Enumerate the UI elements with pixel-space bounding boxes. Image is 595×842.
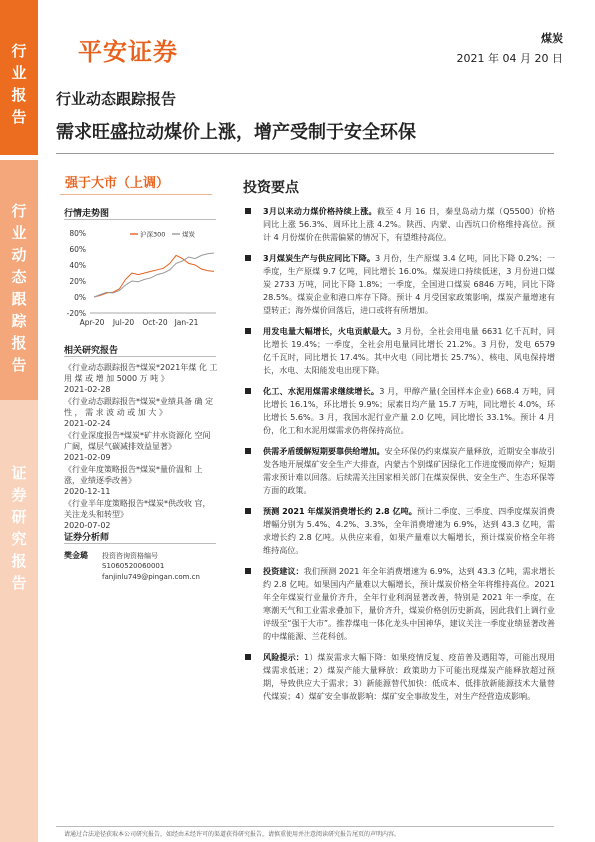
investment-bullet	[243, 325, 555, 377]
market-trend-chart	[60, 225, 220, 337]
legend-label: 煤炭	[182, 230, 195, 239]
bullet-heading: 预测 2021 年煤炭消费增长约 2.8 亿吨。	[263, 506, 417, 516]
analyst-role: 投资咨询资格编号	[102, 552, 158, 560]
investment-bullet	[243, 252, 555, 317]
report-type: 行业动态跟踪报告	[56, 90, 177, 108]
bullet-heading: 3月以来动力煤价格持续上涨。	[263, 206, 377, 216]
series-line	[94, 253, 214, 297]
bullet-text: 3 月份，全社会用电量 6631 亿千瓦时，同比增长 19.4%；一季度，全社会用电量同比增长 21.2%。3 月份，发电 6579 亿千瓦时，同比增长 17.4%。其中火电（同比增长 25.7%）、核电、风电保持增长，水电、太阳能发电出现下降。	[263, 326, 555, 375]
bullet-heading: 3月煤炭生产与供应同比下降。	[263, 253, 376, 263]
report-date: 2021 年 04 月 20 日	[456, 52, 563, 65]
bullet-text: 我们预测 2021 年全年消费增速为 6.9%，达到 43.3 亿吨，需求增长约 2.8 亿吨。如果国内产量难以大幅增长，预计煤炭价格全年将维持高位。2021 年全年煤炭行业量价齐升，全年行业利润显著改善，特别是 2021 年一季度，在寒潮天气和工业需求叠加下，量价齐升，煤炭价格创历史新高，因此我们上调行业评级至“强于大市”。推荐煤电一体化龙头中国神华，建议关注一季度业绩显著改善的中煤能源、兰花科创。	[263, 566, 555, 641]
related-divider	[64, 356, 216, 357]
related-report-title: 《行业动态跟踪报告*煤炭*业绩具备 确 定 性 ， 需 求 波 动 或 加 大 》	[64, 397, 214, 417]
related-report-date: 2021-02-09	[64, 453, 111, 462]
y-tick-label: 40%	[69, 261, 86, 270]
sidebar-top-label: 行 业 报 告	[11, 42, 27, 126]
bullet-square-icon	[245, 508, 251, 514]
bullet-text: 预计二季度、三季度、四季度煤炭消费增幅分别为 5.4%、4.2%、3.3%，全年消费增速为 6.9%，达到 43.3 亿吨，需求增长约 2.8 亿吨。从供应来看，如果产量难以大幅增长，预计煤炭价格全年将维持高位。	[263, 506, 555, 555]
related-report-date: 2020-07-02	[64, 521, 111, 530]
related-report-title: 《行业年度策略报告*煤炭*量价温和 上涨，业绩逐季改善》	[64, 465, 203, 485]
investment-bullet	[243, 445, 555, 497]
title-divider	[56, 153, 554, 154]
bullet-heading: 投资建议：	[263, 566, 304, 576]
related-report-date: 2020-12-11	[64, 487, 111, 496]
analyst-name: 樊金璐	[64, 551, 88, 560]
sidebar-mid-label: 行 业 动 态 跟 踪 报 告	[11, 202, 27, 374]
footer-divider	[56, 826, 554, 827]
investment-bullet	[243, 651, 555, 703]
analyst-email[interactable]: fanjinlu749@pingan.com.cn	[102, 573, 200, 581]
bullet-heading: 供需矛盾缓解短期要靠供给增加。	[263, 446, 385, 456]
bullet-text: 安全环保仍约束煤炭产量释放，近期安全事故引发各地开展煤矿安全生产大排查，内蒙古个别煤矿因绿化工作进度慢而停产；短期需求预计难以回落。后续需关注国家相关部门在煤炭保供、安全生产、生态环保等方面的政策。	[263, 446, 555, 495]
bullet-text: 截至 4 月 16 日，秦皇岛动力煤（Q5500）价格同比上涨 56.3%、周环比上涨 4.2%。陕西、内蒙、山西坑口价格维持高位。预计 4 月份煤价在供需偏紧的情况下，有望维持高位。	[263, 206, 555, 242]
bullet-text: 3 月，甲醇产量(全国样本企业) 668.4 万吨，同比增长 16.1%，环比增长 9.9%；尿素日均产量 15.7 万吨，同比增长 4.0%，环比增长 5.6%。3 月，我国水泥行业产量 2.0 亿吨，同比增长 33.1%。预计 4 月份，化工和水泥用煤需求仍将保持高位。	[263, 386, 555, 435]
legend-label: 沪深300	[140, 230, 166, 239]
trend-chart-label: 行情走势图	[64, 209, 110, 219]
report-title: 需求旺盛拉动煤价上涨，增产受制于安全环保	[56, 122, 416, 143]
y-tick-label: 0%	[74, 293, 86, 302]
bullet-square-icon	[245, 654, 251, 660]
bullet-square-icon	[245, 448, 251, 454]
industry-rating: 强于大市（上调）	[65, 176, 170, 191]
bullet-heading: 化工、水泥用煤需求继续增长。	[263, 386, 380, 396]
investment-bullet	[243, 385, 555, 437]
x-tick-label: Jul-20	[112, 318, 135, 327]
investment-points	[243, 205, 555, 711]
related-report-date: 2021-02-24	[64, 419, 111, 428]
related-report-item[interactable]	[64, 498, 218, 531]
y-tick-label: -20%	[66, 309, 86, 318]
x-tick-label: Jan-21	[174, 318, 199, 327]
analyst-cert: S1060520060001	[102, 562, 165, 570]
bullet-heading: 风险提示：	[263, 652, 304, 662]
related-report-item[interactable]	[64, 396, 218, 429]
related-report-title: 《行业深度报告*煤炭*矿井水资源化 空间广阔，煤层气碳减排效益显著》	[64, 431, 211, 451]
bullet-square-icon	[245, 568, 251, 574]
related-reports-label: 相关研究报告	[64, 346, 119, 356]
related-report-title: 《行业动态跟踪报告*煤炭*2021年煤 化 工 用 煤 或 增 加 5000 万 吨 》	[64, 363, 218, 383]
bullet-square-icon	[245, 208, 251, 214]
sidebar-bottom-label: 证 券 研 究 报 告	[11, 464, 27, 592]
investment-bullet	[243, 565, 555, 643]
related-reports-list	[64, 362, 218, 532]
bullet-text: 3 月份，生产原煤 3.4 亿吨，同比下降 0.2%；一季度，生产原煤 9.7 亿吨，同比增长 16.0%。煤炭进口持续低迷，3 月份进口煤炭 2733 万吨，同比下降 1.8%；一季度，全国进口煤炭 6846 万吨，同比下降 28.5%。煤炭企业和港口库存下降。预计 4 月受国家政策影响，煤炭产量增速有望转正；海外煤价回落后，进口或将有所增加。	[263, 253, 555, 315]
bullet-square-icon	[245, 328, 251, 334]
investment-bullet	[243, 505, 555, 557]
analyst-divider	[64, 543, 216, 544]
rating-divider	[60, 194, 212, 195]
bullet-text: 1）煤炭需求大幅下降：如果疫情反复、疫苗普及遇阻等，可能出现用煤需求低迷；2）煤炭产能大量释放：政策助力下可能出现煤炭产能释放超过预期，导致供应大于需求；3）新能源替代加快：低成本、低排放新能源技术大量替代煤炭；4）煤矿安全事故影响：煤矿安全事故发生，对生产经营造成影响。	[263, 652, 555, 701]
related-report-date: 2021-02-28	[64, 385, 111, 394]
related-report-item[interactable]	[64, 464, 218, 497]
related-report-item[interactable]	[64, 362, 218, 395]
related-report-item[interactable]	[64, 430, 218, 463]
y-tick-label: 80%	[69, 229, 86, 238]
bullet-square-icon	[245, 255, 251, 261]
y-tick-label: 20%	[69, 277, 86, 286]
investment-heading: 投资要点	[243, 180, 299, 196]
industry-label: 煤炭	[541, 32, 563, 45]
bullet-heading: 用发电量大幅增长，火电贡献最大。	[263, 326, 397, 336]
bullet-square-icon	[245, 388, 251, 394]
analyst-label: 证券分析师	[64, 533, 110, 543]
x-tick-label: Oct-20	[142, 318, 168, 327]
investment-bullet	[243, 205, 555, 244]
trend-divider	[64, 219, 216, 220]
x-tick-label: Apr-20	[79, 318, 105, 327]
y-tick-label: 60%	[69, 245, 86, 254]
related-report-title: 《行业半年度策略报告*煤炭*供改收 官，关注龙头和转型》	[64, 499, 211, 519]
company-logo: 平安证券	[78, 38, 178, 66]
footer-disclaimer: 请通过合法途径获取本公司研究报告，如经由未经许可的渠道获得研究报告，请慎重使用并注意阅读研究报告尾页的声明内容。	[64, 831, 401, 838]
